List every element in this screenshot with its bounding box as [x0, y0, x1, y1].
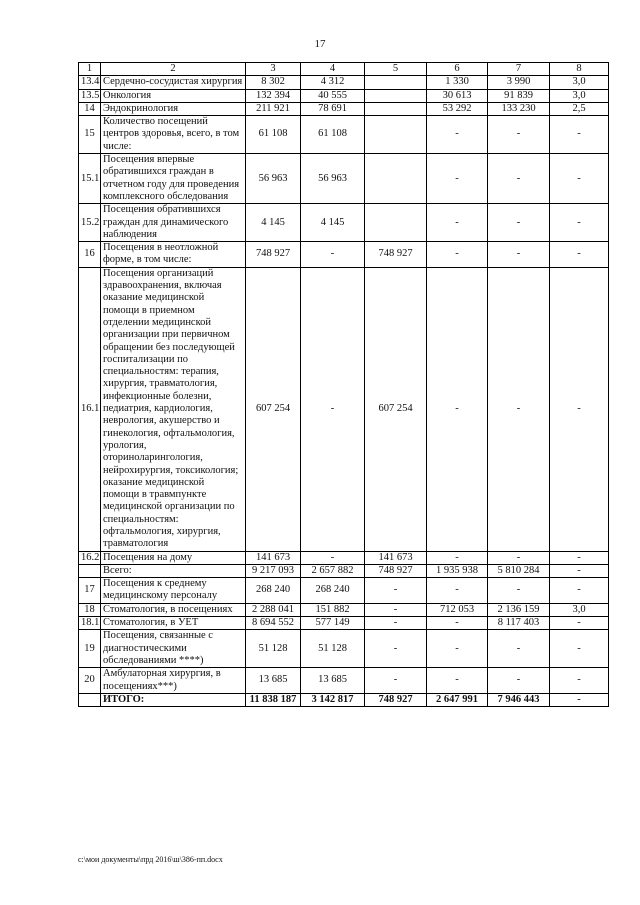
header-cell: 4 [301, 63, 365, 76]
cell-col8: - [550, 551, 609, 564]
cell-col7: 133 230 [488, 102, 550, 115]
row-label: Посещения, связанные с диагностическими обследованиями ****) [101, 630, 246, 668]
row-label: Стоматология, в посещениях [101, 603, 246, 616]
cell-col4: 2 657 882 [301, 564, 365, 577]
row-number: 13.4 [79, 76, 101, 89]
cell-col3: 748 927 [246, 242, 301, 268]
cell-col5: 748 927 [365, 242, 427, 268]
header-cell: 2 [101, 63, 246, 76]
cell-col7: - [488, 630, 550, 668]
cell-col3: 132 394 [246, 89, 301, 102]
cell-col6: - [427, 267, 488, 551]
cell-col7: - [488, 668, 550, 694]
cell-col8: - [550, 116, 609, 154]
cell-col7: - [488, 116, 550, 154]
cell-col3: 8 302 [246, 76, 301, 89]
row-number: 17 [79, 578, 101, 604]
cell-col7: - [488, 551, 550, 564]
header-cell: 8 [550, 63, 609, 76]
data-table [78, 62, 609, 707]
cell-col8: 3,0 [550, 89, 609, 102]
cell-col3: 13 685 [246, 668, 301, 694]
cell-col4: 151 882 [301, 603, 365, 616]
cell-col6: - [427, 154, 488, 204]
cell-col7: - [488, 242, 550, 268]
cell-col8: - [550, 242, 609, 268]
cell-col4: - [301, 242, 365, 268]
footer-file-path: c:\мои документы\прд 2016\ш\386-пп.docx [78, 855, 223, 864]
cell-col6: 53 292 [427, 102, 488, 115]
row-label: Эндокринология [101, 102, 246, 115]
cell-col7: 91 839 [488, 89, 550, 102]
cell-col6: 1 935 938 [427, 564, 488, 577]
table-row [79, 267, 609, 551]
cell-col7: - [488, 267, 550, 551]
row-label: Посещения в неотложной форме, в том числе: [101, 242, 246, 268]
row-label: Посещения обратившихся граждан для динамического наблюдения [101, 204, 246, 242]
cell-col5 [365, 89, 427, 102]
row-label: Посещения на дому [101, 551, 246, 564]
cell-col3: 141 673 [246, 551, 301, 564]
cell-col5: - [365, 630, 427, 668]
row-label: Всего: [101, 564, 246, 577]
cell-col6: - [427, 630, 488, 668]
cell-col6: 712 053 [427, 603, 488, 616]
cell-col4: 61 108 [301, 116, 365, 154]
cell-col5: - [365, 578, 427, 604]
cell-col8: 3,0 [550, 76, 609, 89]
cell-col8: - [550, 693, 609, 706]
cell-col5 [365, 76, 427, 89]
cell-col6: - [427, 116, 488, 154]
table-header-row [79, 63, 609, 76]
table-row [79, 242, 609, 268]
cell-col8: - [550, 564, 609, 577]
cell-col4: 56 963 [301, 154, 365, 204]
cell-col7: - [488, 204, 550, 242]
row-number: 14 [79, 102, 101, 115]
cell-col6: - [427, 578, 488, 604]
cell-col3: 61 108 [246, 116, 301, 154]
cell-col6: - [427, 617, 488, 630]
cell-col7: 2 136 159 [488, 603, 550, 616]
cell-col4: 3 142 817 [301, 693, 365, 706]
cell-col8: - [550, 630, 609, 668]
table-row [79, 102, 609, 115]
cell-col6: - [427, 668, 488, 694]
cell-col6: 30 613 [427, 89, 488, 102]
cell-col7: 8 117 403 [488, 617, 550, 630]
cell-col6: 2 647 991 [427, 693, 488, 706]
cell-col4: 268 240 [301, 578, 365, 604]
cell-col6: 1 330 [427, 76, 488, 89]
row-number: 16.1 [79, 267, 101, 551]
row-label: Посещения к среднему медицинскому персоналу [101, 578, 246, 604]
row-number: 18.1 [79, 617, 101, 630]
cell-col4: 51 128 [301, 630, 365, 668]
row-label: Сердечно-сосудистая хирургия [101, 76, 246, 89]
cell-col8: - [550, 204, 609, 242]
header-cell: 1 [79, 63, 101, 76]
cell-col8: - [550, 267, 609, 551]
row-number: 16 [79, 242, 101, 268]
grand-total-row [79, 693, 609, 706]
cell-col8: - [550, 578, 609, 604]
cell-col5: 607 254 [365, 267, 427, 551]
header-cell: 6 [427, 63, 488, 76]
cell-col5: 141 673 [365, 551, 427, 564]
cell-col4: 4 312 [301, 76, 365, 89]
cell-col7: 5 810 284 [488, 564, 550, 577]
cell-col3: 4 145 [246, 204, 301, 242]
cell-col3: 607 254 [246, 267, 301, 551]
table-row [79, 76, 609, 89]
table-row [79, 630, 609, 668]
cell-col5: 748 927 [365, 693, 427, 706]
cell-col4: 577 149 [301, 617, 365, 630]
cell-col7: 7 946 443 [488, 693, 550, 706]
table-row [79, 116, 609, 154]
cell-col6: - [427, 242, 488, 268]
table-row [79, 578, 609, 604]
cell-col5 [365, 154, 427, 204]
row-label: Онкология [101, 89, 246, 102]
cell-col5: - [365, 603, 427, 616]
cell-col5 [365, 204, 427, 242]
row-number: 20 [79, 668, 101, 694]
row-number: 15.1 [79, 154, 101, 204]
header-cell: 5 [365, 63, 427, 76]
cell-col4: 78 691 [301, 102, 365, 115]
row-number [79, 564, 101, 577]
table-row [79, 551, 609, 564]
cell-col8: 2,5 [550, 102, 609, 115]
row-number: 18 [79, 603, 101, 616]
row-label: Амбулаторная хирургия, в посещениях***) [101, 668, 246, 694]
page-number: 17 [314, 38, 326, 50]
cell-col5: - [365, 668, 427, 694]
row-number: 13.5 [79, 89, 101, 102]
cell-col4: 4 145 [301, 204, 365, 242]
row-label: Посещения организаций здравоохранения, включая оказание медицинской помощи в приемном отделении медицинской организации при первичном обращении без последующей госпитализации по специальностям: терапия, хирургия, травматология, инфекционные болезни, педиатрия, кардиология, неврология, акушерство и гинекология, офтальмология, урология, оториноларингология, нейрохирургия, токсикология; оказание медицинской помощи в травмпункте медицинской организации по специальностям: офтальмология, хирургия, травматология [101, 267, 246, 551]
table-row [79, 617, 609, 630]
cell-col8: - [550, 668, 609, 694]
cell-col4: - [301, 551, 365, 564]
cell-col6: - [427, 204, 488, 242]
table-row [79, 204, 609, 242]
cell-col3: 51 128 [246, 630, 301, 668]
cell-col5 [365, 116, 427, 154]
row-label: Стоматология, в УЕТ [101, 617, 246, 630]
row-number: 19 [79, 630, 101, 668]
cell-col3: 2 288 041 [246, 603, 301, 616]
cell-col7: - [488, 578, 550, 604]
cell-col3: 268 240 [246, 578, 301, 604]
table-row [79, 603, 609, 616]
cell-col4: - [301, 267, 365, 551]
cell-col7: 3 990 [488, 76, 550, 89]
total-row [79, 564, 609, 577]
row-label: ИТОГО: [101, 693, 246, 706]
cell-col3: 56 963 [246, 154, 301, 204]
cell-col3: 9 217 093 [246, 564, 301, 577]
cell-col3: 11 838 187 [246, 693, 301, 706]
table-row [79, 89, 609, 102]
row-label: Количество посещений центров здоровья, всего, в том числе: [101, 116, 246, 154]
row-number: 15 [79, 116, 101, 154]
row-number: 16.2 [79, 551, 101, 564]
cell-col8: - [550, 154, 609, 204]
header-cell: 7 [488, 63, 550, 76]
cell-col5: 748 927 [365, 564, 427, 577]
cell-col8: - [550, 617, 609, 630]
cell-col3: 8 694 552 [246, 617, 301, 630]
table-row [79, 154, 609, 204]
cell-col4: 40 555 [301, 89, 365, 102]
header-cell: 3 [246, 63, 301, 76]
cell-col8: 3,0 [550, 603, 609, 616]
row-number [79, 693, 101, 706]
table-row [79, 668, 609, 694]
cell-col5 [365, 102, 427, 115]
cell-col7: - [488, 154, 550, 204]
cell-col5: - [365, 617, 427, 630]
row-number: 15.2 [79, 204, 101, 242]
cell-col4: 13 685 [301, 668, 365, 694]
cell-col3: 211 921 [246, 102, 301, 115]
cell-col6: - [427, 551, 488, 564]
row-label: Посещения впервые обратившихся граждан в отчетном году для проведения комплексного обследования [101, 154, 246, 204]
